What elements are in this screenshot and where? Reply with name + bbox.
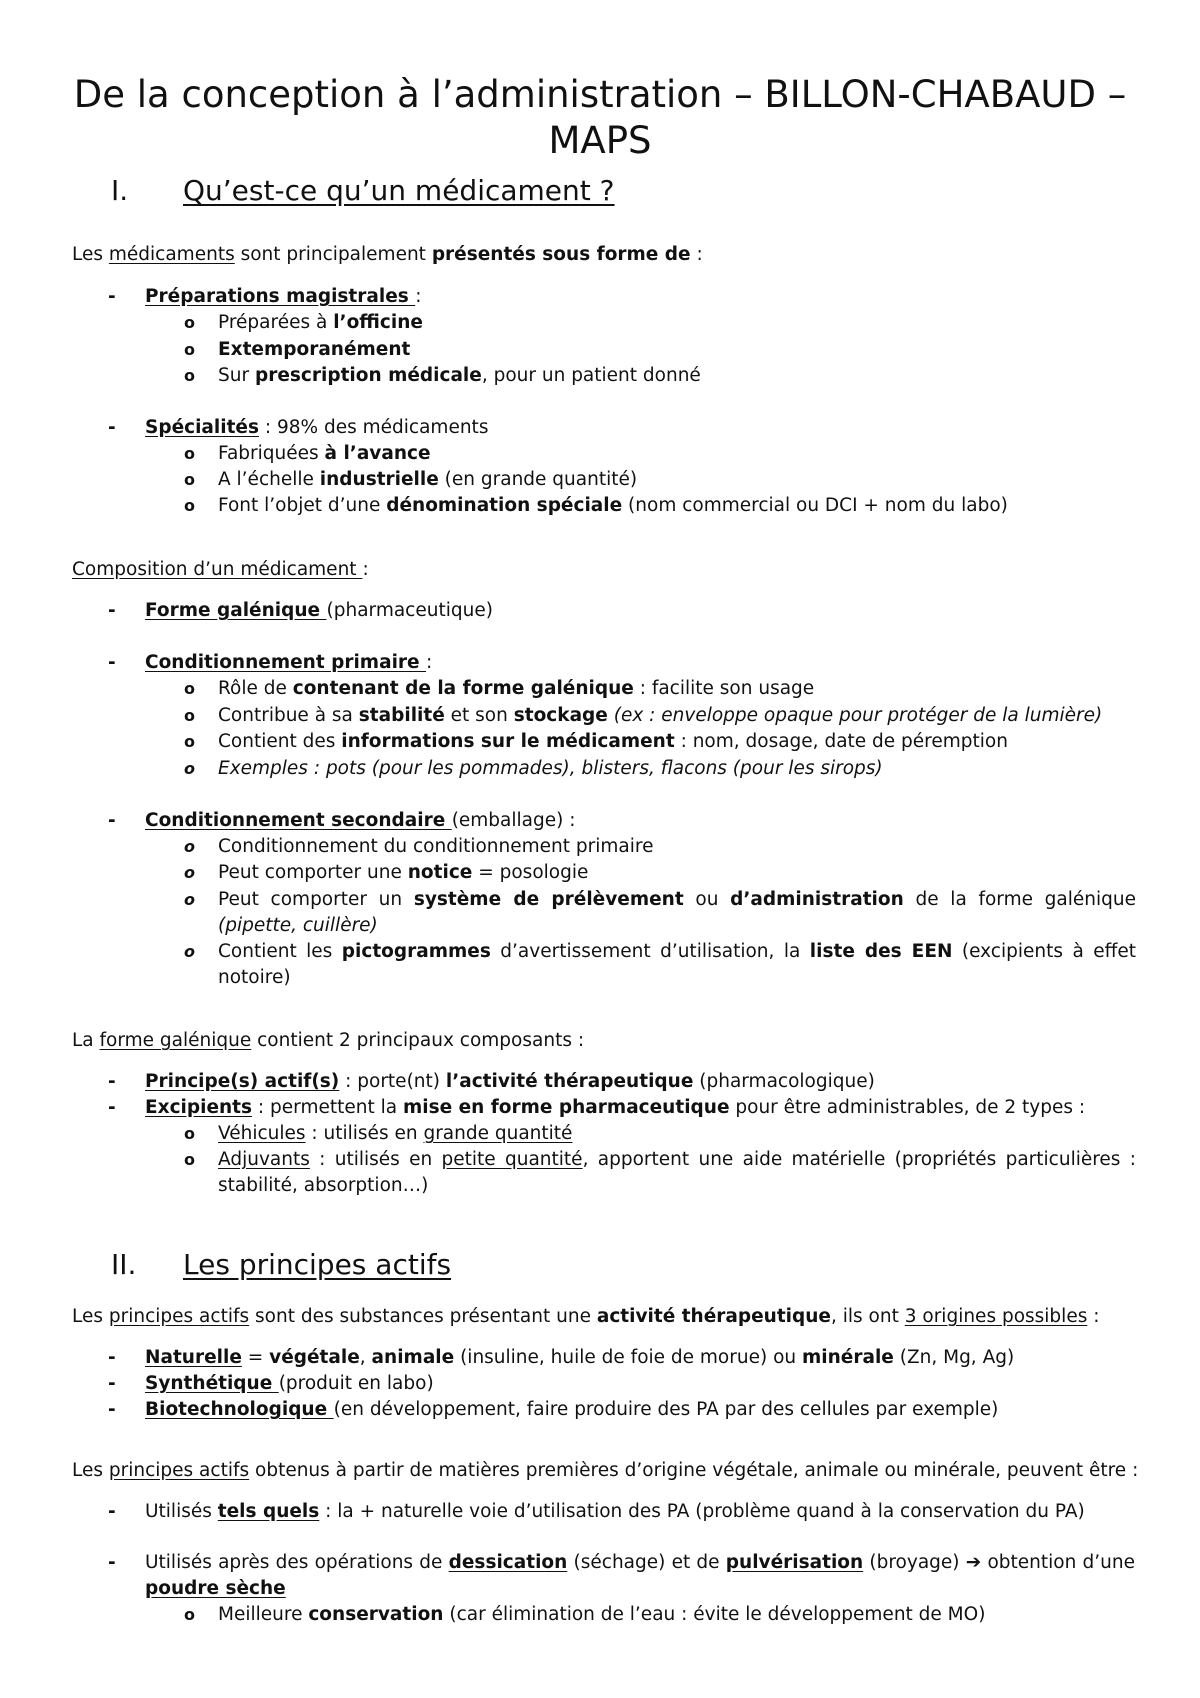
dash-bullet: -: [108, 417, 116, 438]
intro-paragraph: Les médicaments sont principalement présentés sous forme de :: [72, 244, 703, 265]
dash-bullet: -: [108, 1097, 116, 1118]
sub-item: Peut comporter un système de prélèvement ou d’administration de la forme galénique (pipette, cuillère): [218, 889, 1136, 936]
o-bullet: o: [184, 1124, 195, 1143]
sub-item: Exemples : pots (pour les pommades), blisters, flacons (pour les sirops): [218, 758, 883, 779]
forme-galenique-paragraph: La forme galénique contient 2 principaux composants :: [72, 1030, 585, 1051]
list-item-tels-quels: Utilisés tels quels : la + naturelle voie d’utilisation des PA (problème quand à la conservation du PA): [145, 1501, 1085, 1522]
o-bullet: o: [184, 340, 195, 359]
dash-bullet: -: [108, 810, 116, 831]
o-bullet: o: [184, 732, 195, 751]
sub-item: Véhicules : utilisés en grande quantité: [218, 1123, 573, 1144]
arrow-right-icon: ➔: [965, 1552, 982, 1573]
sub-item: Font l’objet d’une dénomination spéciale (nom commercial ou DCI + nom du labo): [218, 495, 1008, 516]
dash-bullet: -: [108, 1399, 116, 1420]
sub-item: Adjuvants : utilisés en petite quantité, apportent une aide matérielle (propriétés particulières : stabilité, absorption…): [218, 1149, 1137, 1196]
sub-item: Extemporanément: [218, 339, 411, 360]
sub-item: Conditionnement du conditionnement primaire: [218, 836, 654, 857]
o-bullet: o: [184, 679, 195, 698]
o-bullet: o: [184, 863, 195, 882]
sub-item: Fabriquées à l’avance: [218, 443, 431, 464]
o-bullet: o: [184, 366, 195, 385]
dash-bullet: -: [108, 1501, 116, 1522]
sub-item: Contribue à sa stabilité et son stockage (ex : enveloppe opaque pour protéger de la lumière): [218, 705, 1103, 726]
list-item-conditionnement-secondaire: Conditionnement secondaire (emballage) :: [145, 810, 576, 831]
o-bullet: o: [184, 759, 195, 778]
o-bullet: o: [184, 313, 195, 332]
sub-item: A l’échelle industrielle (en grande quantité): [218, 469, 638, 490]
dash-bullet: -: [108, 652, 116, 673]
list-item-synthetique: Synthétique (produit en labo): [145, 1373, 434, 1394]
principes-actifs-intro: Les principes actifs sont des substances présentant une activité thérapeutique, ils ont 3 origines possibles :: [72, 1306, 1100, 1327]
sub-item: Rôle de contenant de la forme galénique : facilite son usage: [218, 678, 815, 699]
sub-item: Contient des informations sur le médicament : nom, dosage, date de péremption: [218, 731, 1008, 752]
sub-item: Meilleure conservation (car élimination de l’eau : évite le développement de MO): [218, 1604, 986, 1625]
sub-item: Préparées à l’officine: [218, 312, 423, 333]
dash-bullet: -: [108, 1347, 116, 1368]
section-2-number: II.: [111, 1248, 137, 1281]
list-item-naturelle: Naturelle = végétale, animale (insuline, huile de foie de morue) ou minérale (Zn, Mg, Ag): [145, 1347, 1015, 1368]
list-item-dessication: Utilisés après des opérations de dessication (séchage) et de pulvérisation (broyage) ➔ obtention d’une poudre sèche: [145, 1552, 1136, 1599]
section-1-title: Qu’est-ce qu’un médicament ?: [183, 174, 615, 207]
dash-bullet: -: [108, 1071, 116, 1092]
dash-bullet: -: [108, 1373, 116, 1394]
dash-bullet: -: [108, 286, 116, 307]
section-2-heading: [111, 1248, 451, 1282]
sub-item: Contient les pictogrammes d’avertissement d’utilisation, la liste des EEN (excipients à effet notoire): [218, 941, 1136, 988]
o-bullet: o: [184, 1150, 195, 1169]
sub-item: Sur prescription médicale, pour un patient donné: [218, 365, 701, 386]
list-item-principes-actifs: Principe(s) actif(s) : porte(nt) l’activité thérapeutique (pharmacologique): [145, 1071, 875, 1092]
dash-bullet: -: [108, 600, 116, 621]
o-bullet: o: [184, 706, 195, 725]
dash-bullet: -: [108, 1552, 116, 1573]
o-bullet: o: [184, 1605, 195, 1624]
o-bullet: o: [184, 470, 195, 489]
list-item-biotechnologique: Biotechnologique (en développement, faire produire des PA par des cellules par exemple): [145, 1399, 999, 1420]
document-title: De la conception à l’administration – BILLON-CHABAUD – MAPS: [73, 73, 1127, 162]
o-bullet: o: [184, 837, 195, 856]
list-item-specialites: Spécialités : 98% des médicaments: [145, 417, 489, 438]
list-item-forme-galenique: Forme galénique (pharmaceutique): [145, 600, 493, 621]
list-item-excipients: Excipients : permettent la mise en forme pharmaceutique pour être administrables, de 2 types :: [145, 1097, 1086, 1118]
o-bullet: o: [184, 890, 195, 909]
section-2-title: Les principes actifs: [183, 1248, 452, 1281]
list-item-conditionnement-primaire: Conditionnement primaire :: [145, 652, 433, 673]
section-1-heading: [111, 174, 615, 208]
section-1-number: I.: [111, 174, 129, 207]
list-item-preparations: Préparations magistrales :: [145, 286, 422, 307]
o-bullet: o: [184, 444, 195, 463]
o-bullet: o: [184, 942, 195, 961]
composition-heading: Composition d’un médicament :: [72, 559, 369, 580]
sub-item: Peut comporter une notice = posologie: [218, 862, 589, 883]
obtenus-paragraph: Les principes actifs obtenus à partir de matières premières d’origine végétale, animale ou minérale, peuvent être :: [72, 1460, 1139, 1481]
o-bullet: o: [184, 496, 195, 515]
